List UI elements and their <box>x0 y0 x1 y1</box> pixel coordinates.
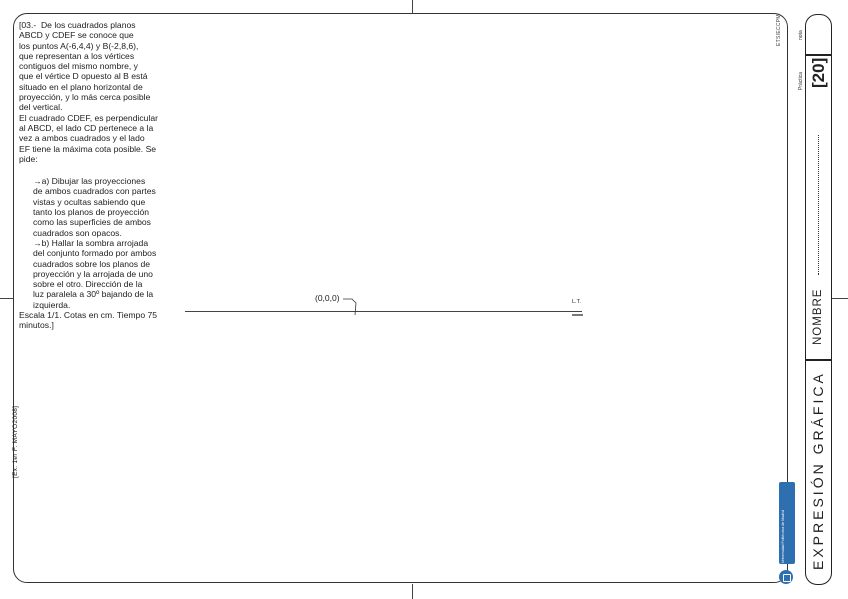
statement-line: del vertical. <box>19 102 63 113</box>
task-line: del conjunto formado por ambos <box>33 248 157 259</box>
task-line: cuadrados son opacos. <box>33 227 122 238</box>
title-divider-middle <box>805 359 832 361</box>
practice-number: [20] <box>809 57 828 88</box>
task-line: sobre el otro. Dirección de la <box>33 279 143 290</box>
statement-line: situado en el plano horizontal de <box>19 81 143 92</box>
university-logo-text: Universidad Politécnica de Madrid <box>781 510 785 563</box>
grade-label: nota <box>798 30 804 40</box>
statement-line: que representan a los vértices <box>19 50 135 61</box>
statement-line: [03.- De los cuadrados planos <box>19 20 136 30</box>
exam-reference: [Ex. 1er F. MAYO2008] <box>12 405 19 478</box>
practice-label: Práctica <box>798 71 804 90</box>
statement-line: ABCD y CDEF se conoce que <box>19 30 134 41</box>
task-line: tanto los planos de proyección <box>33 207 150 218</box>
closing-line: minutos.] <box>19 320 54 331</box>
statement-line: contiguos del mismo nombre, y <box>19 61 138 72</box>
task-line: luz paralela a 30º bajando de la <box>33 289 154 300</box>
statement-line: proyección, y lo más cerca posible <box>19 92 151 103</box>
statement-line: EF tiene la máxima cota posible. Se <box>19 143 157 154</box>
statement-line: los puntos A(-6,4,4) y B(-2,8,6), <box>19 40 139 51</box>
task-line: como las superficies de ambos <box>33 217 151 228</box>
task-line: cuadrados sobre los planos de <box>33 258 151 269</box>
statement-line: vez a ambos cuadrados y el lado <box>19 133 145 144</box>
ground-line-label: L.T. <box>572 299 581 305</box>
name-label: NOMBRE <box>812 288 824 345</box>
statement-line: pide: <box>19 153 38 164</box>
university-seal-icon <box>779 570 793 584</box>
school-code: ETSIECCPM <box>776 14 782 46</box>
closing-line: Escala 1/1. Cotas en cm. Tiempo 75 <box>19 310 158 321</box>
name-field[interactable] <box>818 135 819 275</box>
task-line: →a) Dibujar las proyecciones <box>33 176 146 187</box>
title-divider-top <box>805 54 832 56</box>
statement-line: al ABCD, el lado CD pertenece a la <box>19 122 154 133</box>
statement-line: que el vértice D opuesto al B está <box>19 71 148 82</box>
task-line: →b) Hallar la sombra arrojada <box>33 237 149 248</box>
subject-title: EXPRESIÓN GRÁFICA <box>810 371 826 570</box>
origin-leader <box>343 299 356 315</box>
task-line: de ambos cuadrados con partes <box>33 186 156 197</box>
task-line: vistas y ocultas sabiendo que <box>33 196 146 207</box>
origin-label: (0,0,0) <box>315 293 340 303</box>
task-line: izquierda. <box>33 299 71 310</box>
task-line: proyección y la arrojada de uno <box>33 268 153 279</box>
statement-line: El cuadrado CDEF, es perpendicular <box>19 112 159 123</box>
